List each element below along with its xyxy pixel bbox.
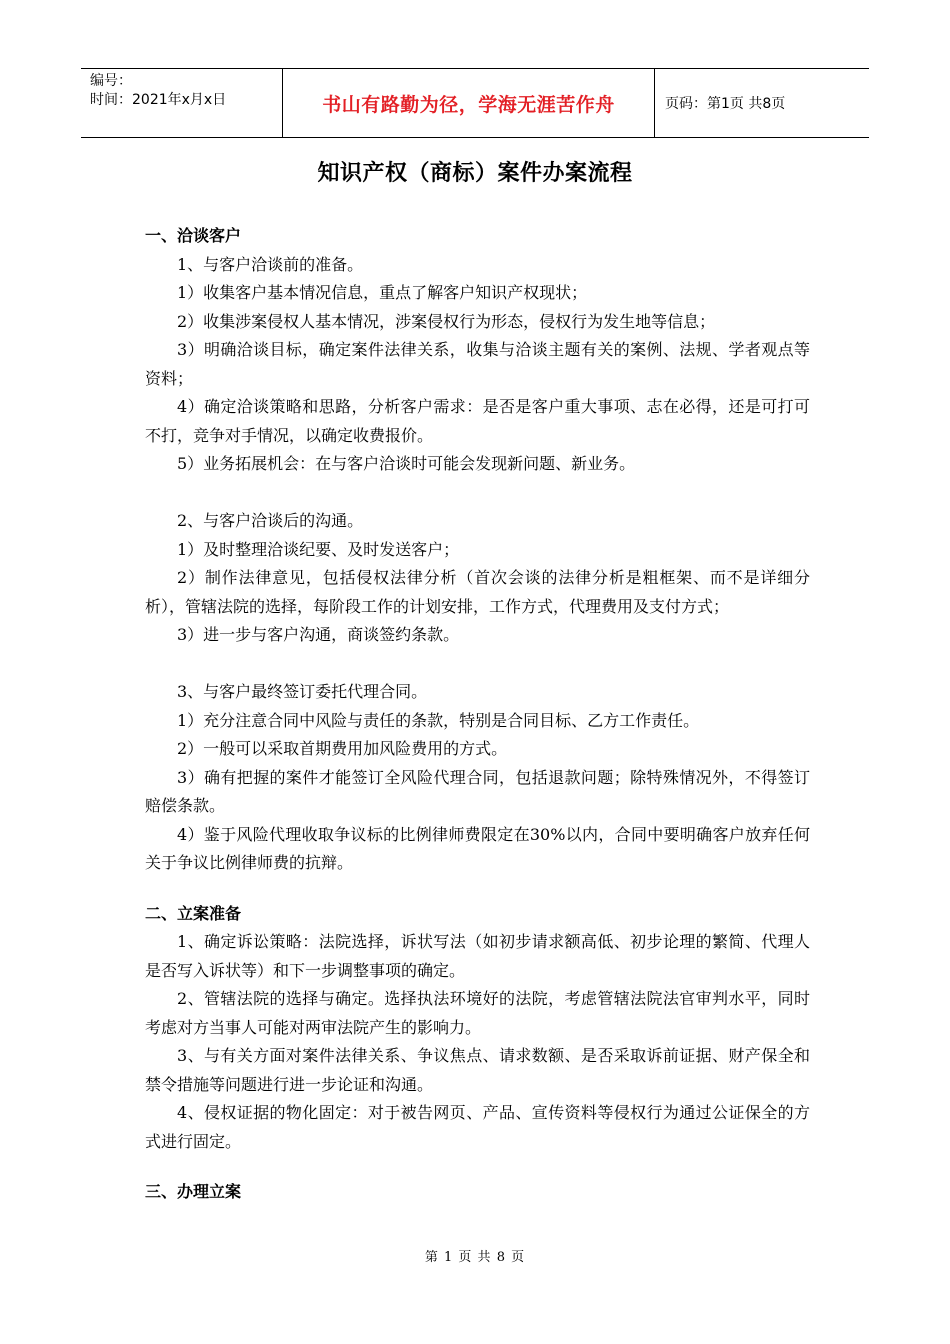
section-heading: 一、洽谈客户 [145, 226, 242, 245]
paragraph: 3）明确洽谈目标，确定案件法律关系，收集与洽谈主题有关的案例、法规、学者观点等资料； [145, 340, 810, 388]
paragraph: 2）制作法律意见，包括侵权法律分析（首次会谈的法律分析是粗框架、而不是详细分析），管辖法院的选择，每阶段工作的计划安排，工作方式，代理费用及支付方式； [145, 568, 810, 616]
paragraph: 3、与有关方面对案件法律关系、争议焦点、请求数额、是否采取诉前证据、财产保全和禁令措施等问题进行进一步论证和沟通。 [145, 1046, 810, 1094]
paragraph: 5）业务拓展机会：在与客户洽谈时可能会发现新问题、新业务。 [177, 454, 636, 473]
paragraph: 1、与客户洽谈前的准备。 [177, 254, 364, 274]
paragraph: 3）确有把握的案件才能签订全风险代理合同，包括退款问题；除特殊情况外，不得签订赔偿条款。 [145, 767, 810, 815]
header-info-cell [81, 69, 282, 137]
paragraph: 3）进一步与客户沟通，商谈签约条款。 [177, 625, 460, 644]
section-heading: 二、立案准备 [145, 903, 242, 923]
paragraph: 2、管辖法院的选择与确定。选择执法环境好的法院，考虑管辖法院法官审判水平，同时考虑对方当事人可能对两审法院产生的影响力。 [145, 989, 810, 1037]
paragraph: 1、确定诉讼策略：法院选择，诉状写法（如初步请求额高低、初步论理的繁简、代理人是否写入诉状等）和下一步调整事项的确定。 [145, 932, 810, 980]
page-footer: 第 1 页 共 8 页 [424, 1250, 526, 1265]
header-motto: 书山有路勤为径，学海无涯苦作舟 [282, 69, 655, 137]
paragraph: 1）收集客户基本情况信息，重点了解客户知识产权现状； [177, 283, 588, 302]
header-page-info: 页码：第1页 共8页 [665, 96, 786, 112]
paragraph: 1）充分注意合同中风险与责任的条款，特别是合同目标、乙方工作责任。 [177, 710, 700, 730]
paragraph: 1）及时整理洽谈纪要、及时发送客户； [177, 539, 460, 559]
paragraph: 3、与客户最终签订委托代理合同。 [177, 682, 428, 701]
paragraph: 2）一般可以采取首期费用加风险费用的方式。 [177, 739, 508, 758]
document-title: 知识产权（商标）案件办案流程 [317, 161, 633, 186]
number-label: 编号： [90, 73, 132, 89]
paragraph: 4）鉴于风险代理收取争议标的比例律师费限定在30%以内，合同中要明确客户放弃任何关于争议比例律师费的抗辩。 [145, 824, 810, 872]
paragraph: 2、与客户洽谈后的沟通。 [177, 511, 364, 530]
paragraph: 4、侵权证据的物化固定：对于被告网页、产品、宣传资料等侵权行为通过公证保全的方式进行固定。 [145, 1103, 810, 1151]
document-body [145, 222, 810, 1207]
paragraph: 2）收集涉案侵权人基本情况，涉案侵权行为形态，侵权行为发生地等信息； [177, 311, 716, 331]
paragraph: 4）确定洽谈策略和思路，分析客户需求：是否是客户重大事项、志在必得，还是可打可不打，竞争对手情况，以确定收费报价。 [145, 397, 810, 445]
time-label: 时间：2021年x月x日 [90, 92, 227, 108]
document-header [81, 68, 869, 138]
section-heading: 三、办理立案 [145, 1182, 242, 1201]
